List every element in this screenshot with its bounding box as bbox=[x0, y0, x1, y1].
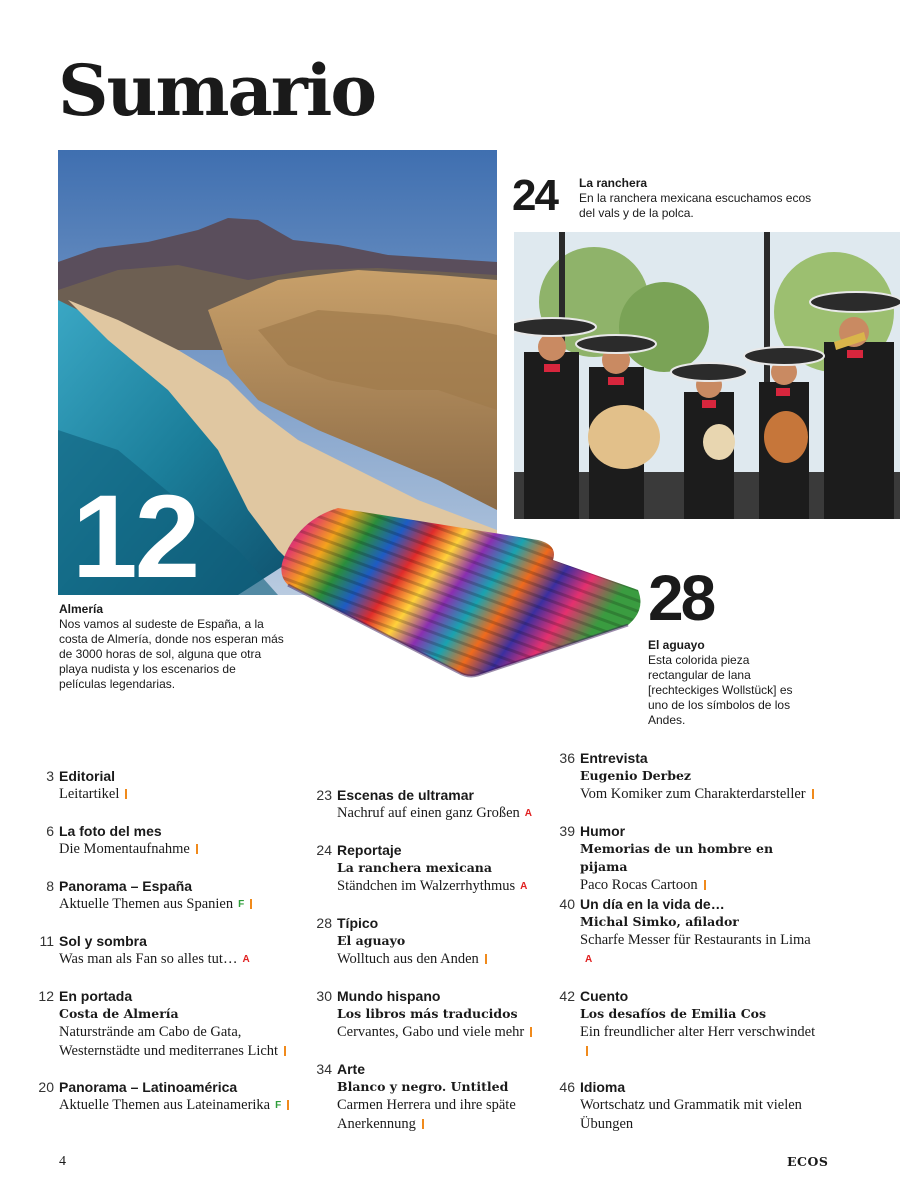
level-bar-icon bbox=[250, 899, 252, 909]
level-bar-icon bbox=[125, 789, 127, 799]
toc-section-title: Entrevista bbox=[580, 750, 648, 766]
page-title: Sumario bbox=[58, 49, 376, 132]
toc-description bbox=[580, 785, 820, 804]
toc-description-text: Wortschatz und Grammatik mit vielen Übungen bbox=[580, 1097, 802, 1132]
toc-page-number: 3 bbox=[46, 768, 54, 784]
toc-entry-body bbox=[59, 767, 299, 804]
level-bar-icon bbox=[586, 1046, 588, 1056]
mariachi-illustration bbox=[514, 232, 900, 519]
toc-description bbox=[337, 877, 577, 897]
toc-section-title: Un día en la vida de… bbox=[580, 896, 725, 912]
toc-page-number: 39 bbox=[559, 823, 575, 839]
feature-title: La ranchera bbox=[579, 176, 648, 190]
toc-description bbox=[59, 1023, 299, 1060]
toc-description-text: Scharfe Messer für Restaurants in Lima bbox=[580, 932, 811, 948]
toc-page-number: 46 bbox=[559, 1079, 575, 1095]
toc-entry-body bbox=[337, 786, 577, 824]
toc-section-title: Reportaje bbox=[337, 842, 402, 858]
feature-text: Nos vamos al sudeste de España, a la costa de Almería, donde nos esperan más de 3000 horas de sol, alguna que otra playa nudista y los escenarios de películas legendarias. bbox=[59, 617, 284, 691]
toc-description bbox=[59, 785, 299, 804]
toc-description-text: Carmen Herrera und ihre späte Anerkennung bbox=[337, 1097, 516, 1132]
toc-entry-body bbox=[580, 1078, 820, 1133]
toc-description-text: Wolltuch aus den Anden bbox=[337, 951, 479, 967]
toc-page-number: 12 bbox=[38, 988, 54, 1004]
level-bar-icon bbox=[287, 1100, 289, 1110]
feature-title: El aguayo bbox=[648, 638, 705, 652]
toc-description bbox=[580, 876, 820, 895]
toc-description-text: Die Momentaufnahme bbox=[59, 841, 190, 857]
toc-section-title: Panorama – España bbox=[59, 878, 193, 894]
toc-subtitle: Blanco y negro. Untitled bbox=[337, 1079, 509, 1094]
toc-entry-body bbox=[580, 749, 820, 804]
toc-page-number: 23 bbox=[316, 787, 332, 803]
toc-description-text: Aktuelle Themen aus Spanien bbox=[59, 896, 234, 912]
toc-entry-body bbox=[580, 895, 820, 969]
toc-subtitle: Michal Simko, afilador bbox=[580, 914, 739, 929]
toc-subtitle: Los desafíos de Emilia Cos bbox=[580, 1006, 767, 1021]
toc-page-number: 8 bbox=[46, 878, 54, 894]
toc-page-number: 36 bbox=[559, 750, 575, 766]
toc-subtitle: La ranchera mexicana bbox=[337, 860, 492, 875]
toc-page-number: 42 bbox=[559, 988, 575, 1004]
toc-description-text: Ständchen im Walzerrhythmus bbox=[337, 878, 516, 894]
feature-text: En la ranchera mexicana escuchamos ecos del vals y de la polca. bbox=[579, 191, 812, 220]
toc-description bbox=[337, 950, 577, 969]
toc-description-text: Naturstrände am Cabo de Gata, Westernstädte und mediterranes Licht bbox=[59, 1024, 279, 1059]
aguayo-textile-photo[interactable] bbox=[278, 500, 648, 680]
level-bar-icon bbox=[704, 880, 706, 890]
toc-section-title: Cuento bbox=[580, 988, 629, 1004]
toc-description bbox=[580, 1023, 820, 1060]
toc-description bbox=[59, 1096, 299, 1116]
toc-description bbox=[337, 1096, 577, 1133]
feature-almeria bbox=[59, 602, 284, 692]
toc-section-title: Mundo hispano bbox=[337, 988, 441, 1004]
toc-page-number: 11 bbox=[39, 933, 54, 949]
toc-entry-body bbox=[59, 877, 299, 915]
toc-section-title: Escenas de ultramar bbox=[337, 787, 474, 803]
level-bar-icon bbox=[422, 1119, 424, 1129]
level-bar-icon bbox=[812, 789, 814, 799]
feature-text: Esta colorida pieza rectangular de lana [rechteckiges Wollstück] es uno de los símbolos de los Andes. bbox=[648, 653, 793, 727]
toc-entry-body bbox=[337, 841, 577, 897]
toc-description bbox=[337, 804, 577, 824]
toc-page-number: 30 bbox=[316, 988, 332, 1004]
level-badge: F bbox=[275, 1100, 282, 1111]
toc-section-title: Idioma bbox=[580, 1079, 626, 1095]
mariachi-band-photo[interactable] bbox=[514, 232, 900, 519]
toc-page-number: 6 bbox=[46, 823, 54, 839]
toc-description-text: Was man als Fan so alles tut… bbox=[59, 951, 238, 967]
toc-page-number: 28 bbox=[316, 915, 332, 931]
page-number: 4 bbox=[59, 1154, 66, 1169]
toc-section-title: En portada bbox=[59, 988, 133, 1004]
toc-subtitle: Los libros más traducidos bbox=[337, 1006, 518, 1021]
toc-section-title: Editorial bbox=[59, 768, 116, 784]
toc-subtitle: Eugenio Derbez bbox=[580, 768, 692, 783]
toc-description bbox=[580, 1096, 820, 1133]
toc-section-title: Arte bbox=[337, 1061, 366, 1077]
level-badge: A bbox=[242, 954, 250, 965]
feature-title: Almería bbox=[59, 602, 104, 616]
toc-page-number: 24 bbox=[316, 842, 332, 858]
toc-description bbox=[59, 895, 299, 915]
toc-entry-body bbox=[337, 1060, 577, 1133]
level-badge: A bbox=[585, 953, 593, 965]
level-badge: F bbox=[238, 899, 245, 910]
toc-section-title: Sol y sombra bbox=[59, 933, 147, 949]
feature-number-28: 28 bbox=[648, 562, 714, 634]
toc-subtitle: Memorias de un hombre en pijama bbox=[580, 841, 774, 874]
toc-entry-body bbox=[59, 822, 299, 859]
toc-entry-body bbox=[59, 932, 299, 970]
level-bar-icon bbox=[284, 1046, 286, 1056]
toc-description bbox=[59, 840, 299, 859]
toc-section-title: La foto del mes bbox=[59, 823, 162, 839]
toc-description-text: Nachruf auf einen ganz Großen bbox=[337, 805, 520, 821]
toc-description-text: Vom Komiker zum Charakterdarsteller bbox=[580, 786, 806, 802]
level-bar-icon bbox=[196, 844, 198, 854]
toc-description-text: Ein freundlicher alter Herr verschwindet bbox=[580, 1024, 816, 1040]
toc-description bbox=[337, 1023, 577, 1042]
aguayo-illustration bbox=[278, 500, 648, 680]
feature-ranchera bbox=[579, 176, 829, 221]
toc-entry-body bbox=[580, 987, 820, 1060]
toc-page-number: 20 bbox=[38, 1079, 54, 1095]
toc-entry-body bbox=[337, 914, 577, 969]
toc-section-title: Humor bbox=[580, 823, 626, 839]
toc-entry-body bbox=[337, 987, 577, 1042]
toc-section-title: Típico bbox=[337, 915, 379, 931]
level-badge: A bbox=[520, 881, 528, 892]
toc-description-text: Leitartikel bbox=[59, 786, 120, 802]
level-bar-icon bbox=[485, 954, 487, 964]
toc-page-number: 34 bbox=[316, 1061, 332, 1077]
toc-description bbox=[580, 931, 820, 969]
toc-entry-body bbox=[59, 1078, 299, 1116]
toc-entry-body bbox=[580, 822, 820, 895]
level-bar-icon bbox=[530, 1027, 532, 1037]
toc-section-title: Panorama – Latinoamérica bbox=[59, 1079, 238, 1095]
magazine-brand: ECOS bbox=[787, 1154, 829, 1169]
toc-description-text: Cervantes, Gabo und viele mehr bbox=[337, 1024, 525, 1040]
toc-description-text: Paco Rocas Cartoon bbox=[580, 877, 698, 893]
feature-number-24: 24 bbox=[512, 171, 557, 220]
toc-description-text: Aktuelle Themen aus Lateinamerika bbox=[59, 1097, 271, 1113]
feature-number-12: 12 bbox=[72, 471, 198, 603]
level-badge: A bbox=[524, 808, 533, 819]
toc-entry-body bbox=[59, 987, 299, 1060]
toc-description bbox=[59, 950, 299, 970]
feature-aguayo bbox=[648, 638, 808, 728]
toc-subtitle: El aguayo bbox=[337, 933, 406, 948]
toc-subtitle: Costa de Almería bbox=[59, 1006, 179, 1021]
toc-page-number: 40 bbox=[559, 896, 575, 912]
